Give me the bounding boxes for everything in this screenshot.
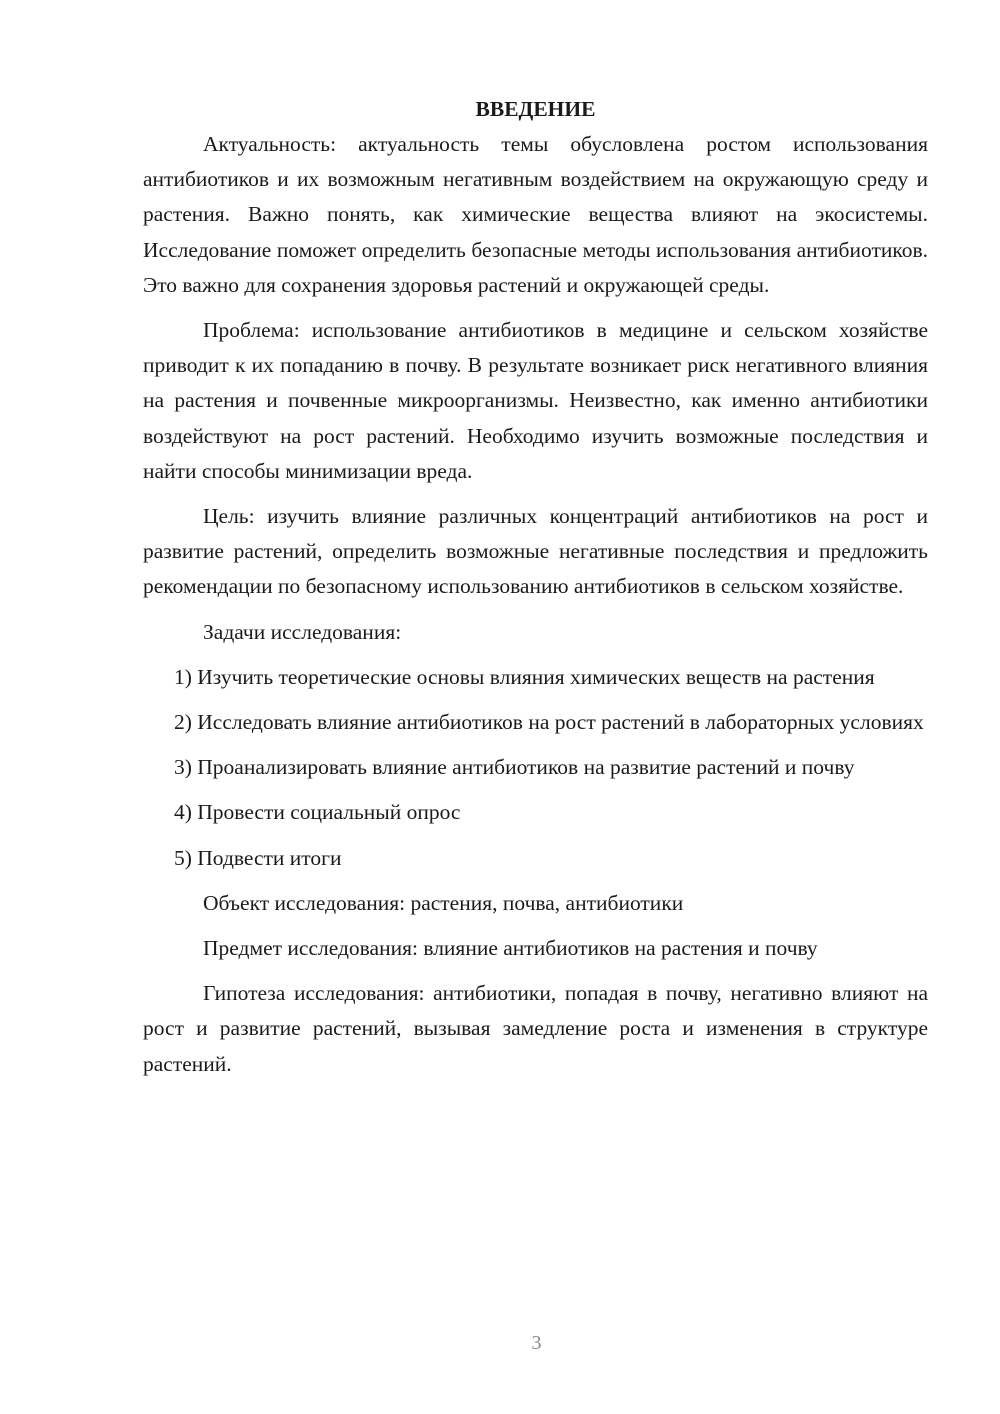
tasks-heading: Задачи исследования: [203,619,402,644]
task-item-1: 1) Изучить теоретические основы влияния химических веществ на растения [174,664,875,689]
document-page [143,92,928,1092]
problem-paragraph: Проблема: использование антибиотиков в медицине и сельском хозяйстве приводит к их попаданию в почву. В результате возникает риск негативного влияния на растения и почвенные микроорганизмы. Неизвестно, как именно антибиотики воздействуют на рост растений. Необходимо изучить возможные последствия и найти способы минимизации вреда. [143,318,928,483]
page-number: 3 [531,1332,542,1354]
relevance-paragraph: Актуальность: актуальность темы обусловлена ростом использования антибиотиков и их возможным негативным воздействием на окружающую среду и растения. Важно понять, как химические вещества влияют на экосистемы. Исследование поможет определить безопасные методы использования антибиотиков. Это важно для сохранения здоровья растений и окружающей среды. [143,132,928,297]
task-item-5: 5) Подвести итоги [174,845,342,870]
hypothesis-paragraph: Гипотеза исследования: антибиотики, попадая в почву, негативно влияют на рост и развитие растений, вызывая замедление роста и изменения в структуре растений. [143,981,928,1076]
task-item-3: 3) Проанализировать влияние антибиотиков на развитие растений и почву [174,755,855,780]
goal-paragraph: Цель: изучить влияние различных концентраций антибиотиков на рост и развитие растений, определить возможные негативные последствия и предложить рекомендации по безопасному использованию антибиотиков в сельском хозяйстве. [143,504,928,599]
task-item-4: 4) Провести социальный опрос [174,800,461,825]
research-object: Объект исследования: растения, почва, антибиотики [203,890,684,915]
task-item-2: 2) Исследовать влияние антибиотиков на рост растений в лабораторных условиях [174,710,924,735]
page-title: ВВЕДЕНИЕ [475,97,596,121]
research-subject: Предмет исследования: влияние антибиотиков на растения и почву [203,936,818,961]
